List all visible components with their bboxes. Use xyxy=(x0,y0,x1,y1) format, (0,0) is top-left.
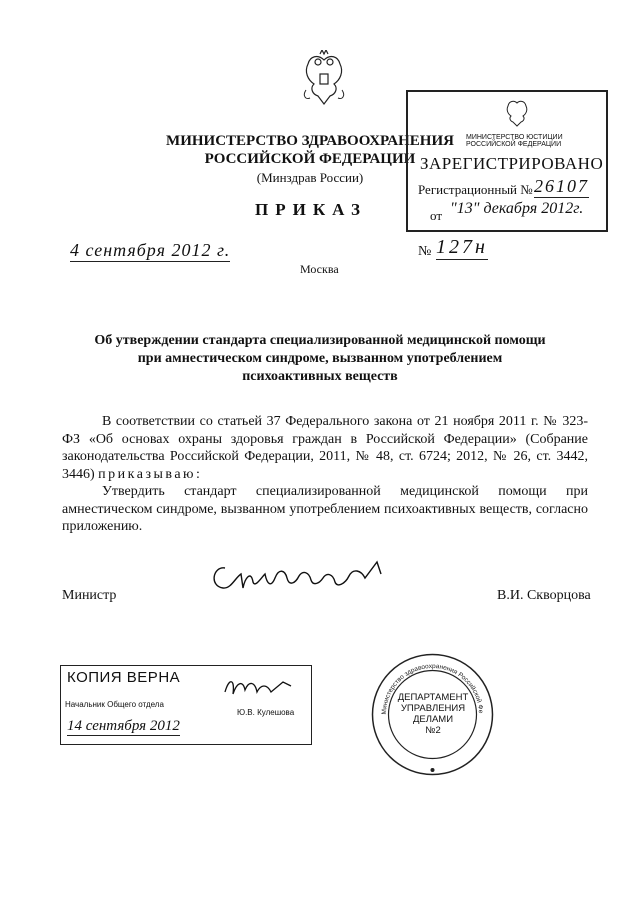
body-paragraph-2: Утвердить стандарт специализированной медицинской помощи при амнестическом синдроме, вызванном употреблением психоактивных веществ, согласно приложению. xyxy=(62,484,588,534)
seal-line-4: №2 xyxy=(425,725,441,736)
copy-head-name: Ю.В. Кулешова xyxy=(237,708,295,717)
registration-date-label: от xyxy=(430,208,443,223)
subject-line-1: Об утверждении стандарта специализированной медицинской помощи xyxy=(94,333,546,348)
subject-line-3: психоактивных веществ xyxy=(242,369,398,384)
copy-date: 14 сентября 2012 xyxy=(67,718,180,734)
document-type: ПРИКАЗ xyxy=(255,200,367,219)
registration-stamp xyxy=(406,90,608,232)
registration-number-label: Регистрационный № xyxy=(418,182,533,197)
ministry-line-1: МИНИСТЕРСТВО ЗДРАВООХРАНЕНИЯ xyxy=(166,133,454,149)
seal-line-3: ДЕЛАМИ xyxy=(412,714,454,725)
order-date: 4 сентября 2012 г. xyxy=(70,240,231,260)
minister-position: Министр xyxy=(62,588,117,603)
body-paragraph-1 xyxy=(62,413,588,483)
registration-number-value: 26107 xyxy=(534,176,589,196)
seal-line-2: УПРАВЛЕНИЯ xyxy=(400,703,466,714)
copy-head-label: Начальник Общего отдела xyxy=(65,700,164,709)
copy-certification-stamp xyxy=(60,665,312,745)
ministry-line-2: РОССИЙСКОЙ ФЕДЕРАЦИИ xyxy=(204,151,416,167)
seal-outer-text: Министерство здравоохранения Российской Фе xyxy=(380,662,485,715)
minister-name: В.И. Скворцова xyxy=(497,588,591,603)
registration-status: ЗАРЕГИСТРИРОВАНО xyxy=(420,154,604,173)
seal-department xyxy=(388,692,478,736)
city: Москва xyxy=(300,262,339,276)
registration-ministry: МИНИСТЕРСТВО ЮСТИЦИИ РОССИЙСКОЙ ФЕДЕРАЦИИ xyxy=(466,134,563,148)
order-subject xyxy=(70,332,570,386)
subject-line-2: при амнестическом синдроме, вызванном употреблением xyxy=(137,351,503,366)
ministry-short-name: (Минздрав России) xyxy=(256,170,364,185)
order-number: 127н xyxy=(436,236,488,258)
body-paragraph-1-text: В соответствии со статьей 37 Федерального закона от 21 ноября 2011 г. № 323-ФЗ «Об основах охраны здоровья граждан в Российской Федерации» (Собрание законодательства Российской Федерации, 2011, № 48, ст. 6724; 2012, № 26, ст. 3442, 3446) xyxy=(62,414,588,482)
registration-date-value: "13" декабря 2012г. xyxy=(450,200,584,217)
minister-signature-icon xyxy=(205,548,395,598)
small-coat-of-arms-icon xyxy=(504,98,530,128)
copy-signature-icon xyxy=(221,674,301,702)
coat-of-arms-icon xyxy=(300,50,348,108)
order-word: приказываю: xyxy=(98,466,203,482)
copy-stamp-title: КОПИЯ ВЕРНА xyxy=(67,669,181,686)
seal-line-1: ДЕПАРТАМЕНТ xyxy=(397,692,469,703)
round-seal xyxy=(370,652,495,777)
order-number-label: № xyxy=(418,244,432,259)
order-body xyxy=(62,413,588,536)
